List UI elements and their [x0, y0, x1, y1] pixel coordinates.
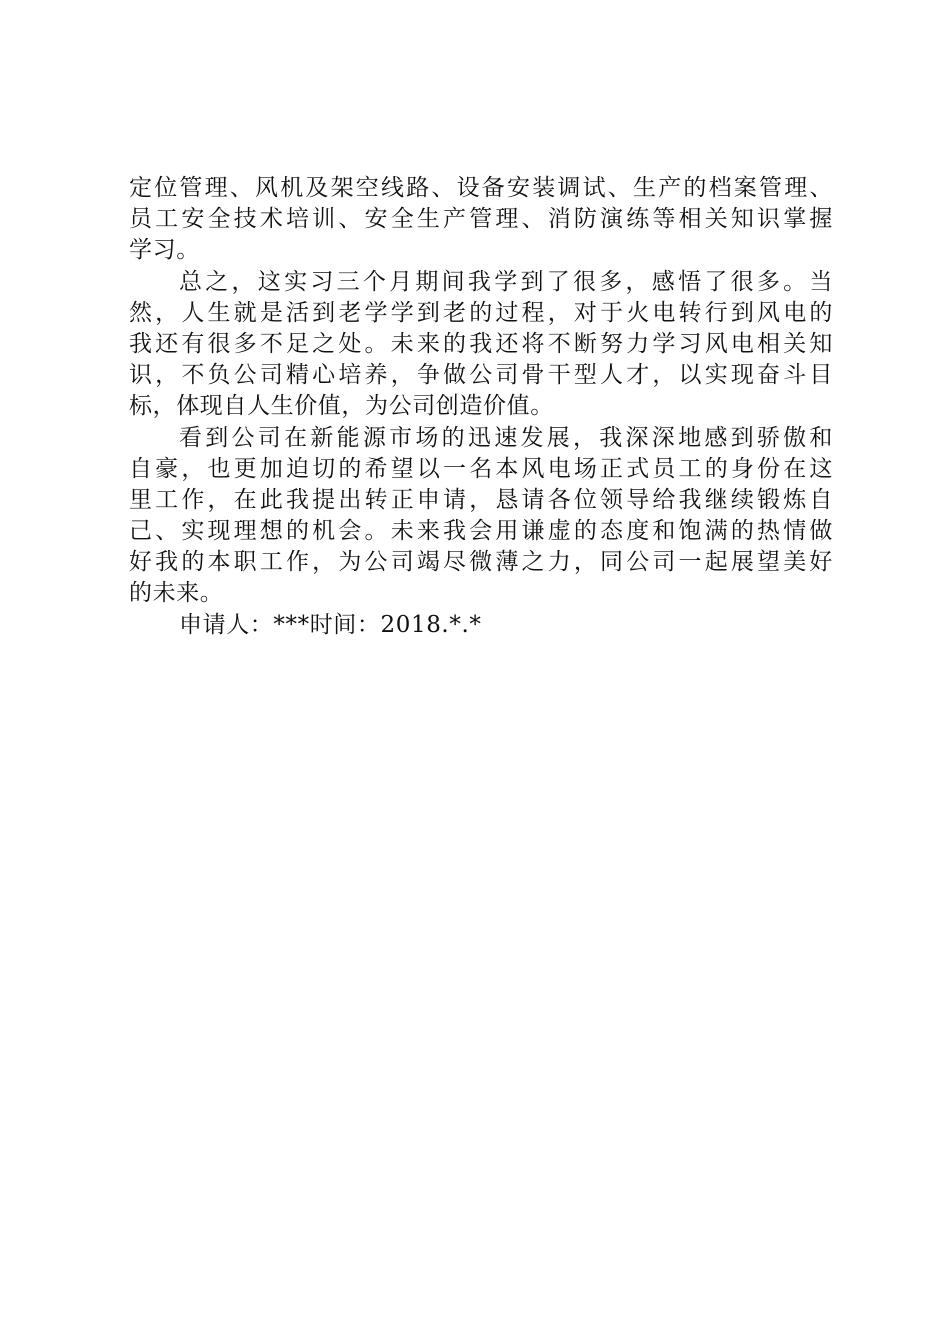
text-line: 员工安全技术培训、安全生产管理、消防演练等相关知识掌握 — [129, 206, 833, 233]
text-line: 总之，这实习三个月期间我学到了很多，感悟了很多。当 — [179, 268, 833, 295]
text-line: 的未来。 — [129, 580, 224, 607]
text-line: 然，人生就是活到老学学到老的过程，对于火电转行到风电的 — [129, 299, 833, 326]
text-line: 己、实现理想的机会。未来我会用谦虚的态度和饱满的热情做 — [129, 518, 833, 545]
document-body — [129, 173, 833, 641]
text-line: 标，体现自人生价值，为公司创造价值。 — [129, 393, 554, 420]
text-line: 识，不负公司精心培养，争做公司骨干型人才，以实现奋斗目 — [129, 362, 833, 389]
text-line: 好我的本职工作，为公司竭尽微薄之力，同公司一起展望美好 — [129, 549, 833, 576]
text-line: 看到公司在新能源市场的迅速发展，我深深地感到骄傲和 — [179, 424, 833, 451]
text-line: 学习。 — [129, 237, 200, 264]
text-line: 自豪，也更加迫切的希望以一名本风电场正式员工的身份在这 — [129, 455, 833, 482]
paragraph-2 — [129, 267, 833, 423]
text-line: 里工作，在此我提出转正申请，恳请各位领导给我继续锻炼自 — [129, 486, 833, 513]
text-line: 定位管理、风机及架空线路、设备安装调试、生产的档案管理、 — [129, 175, 833, 201]
paragraph-3 — [129, 423, 833, 610]
signature-line: 申请人：***时间：2018.*.* — [179, 611, 482, 638]
paragraph-1 — [129, 173, 833, 267]
text-line: 我还有很多不足之处。未来的我还将不断努力学习风电相关知 — [129, 330, 833, 357]
